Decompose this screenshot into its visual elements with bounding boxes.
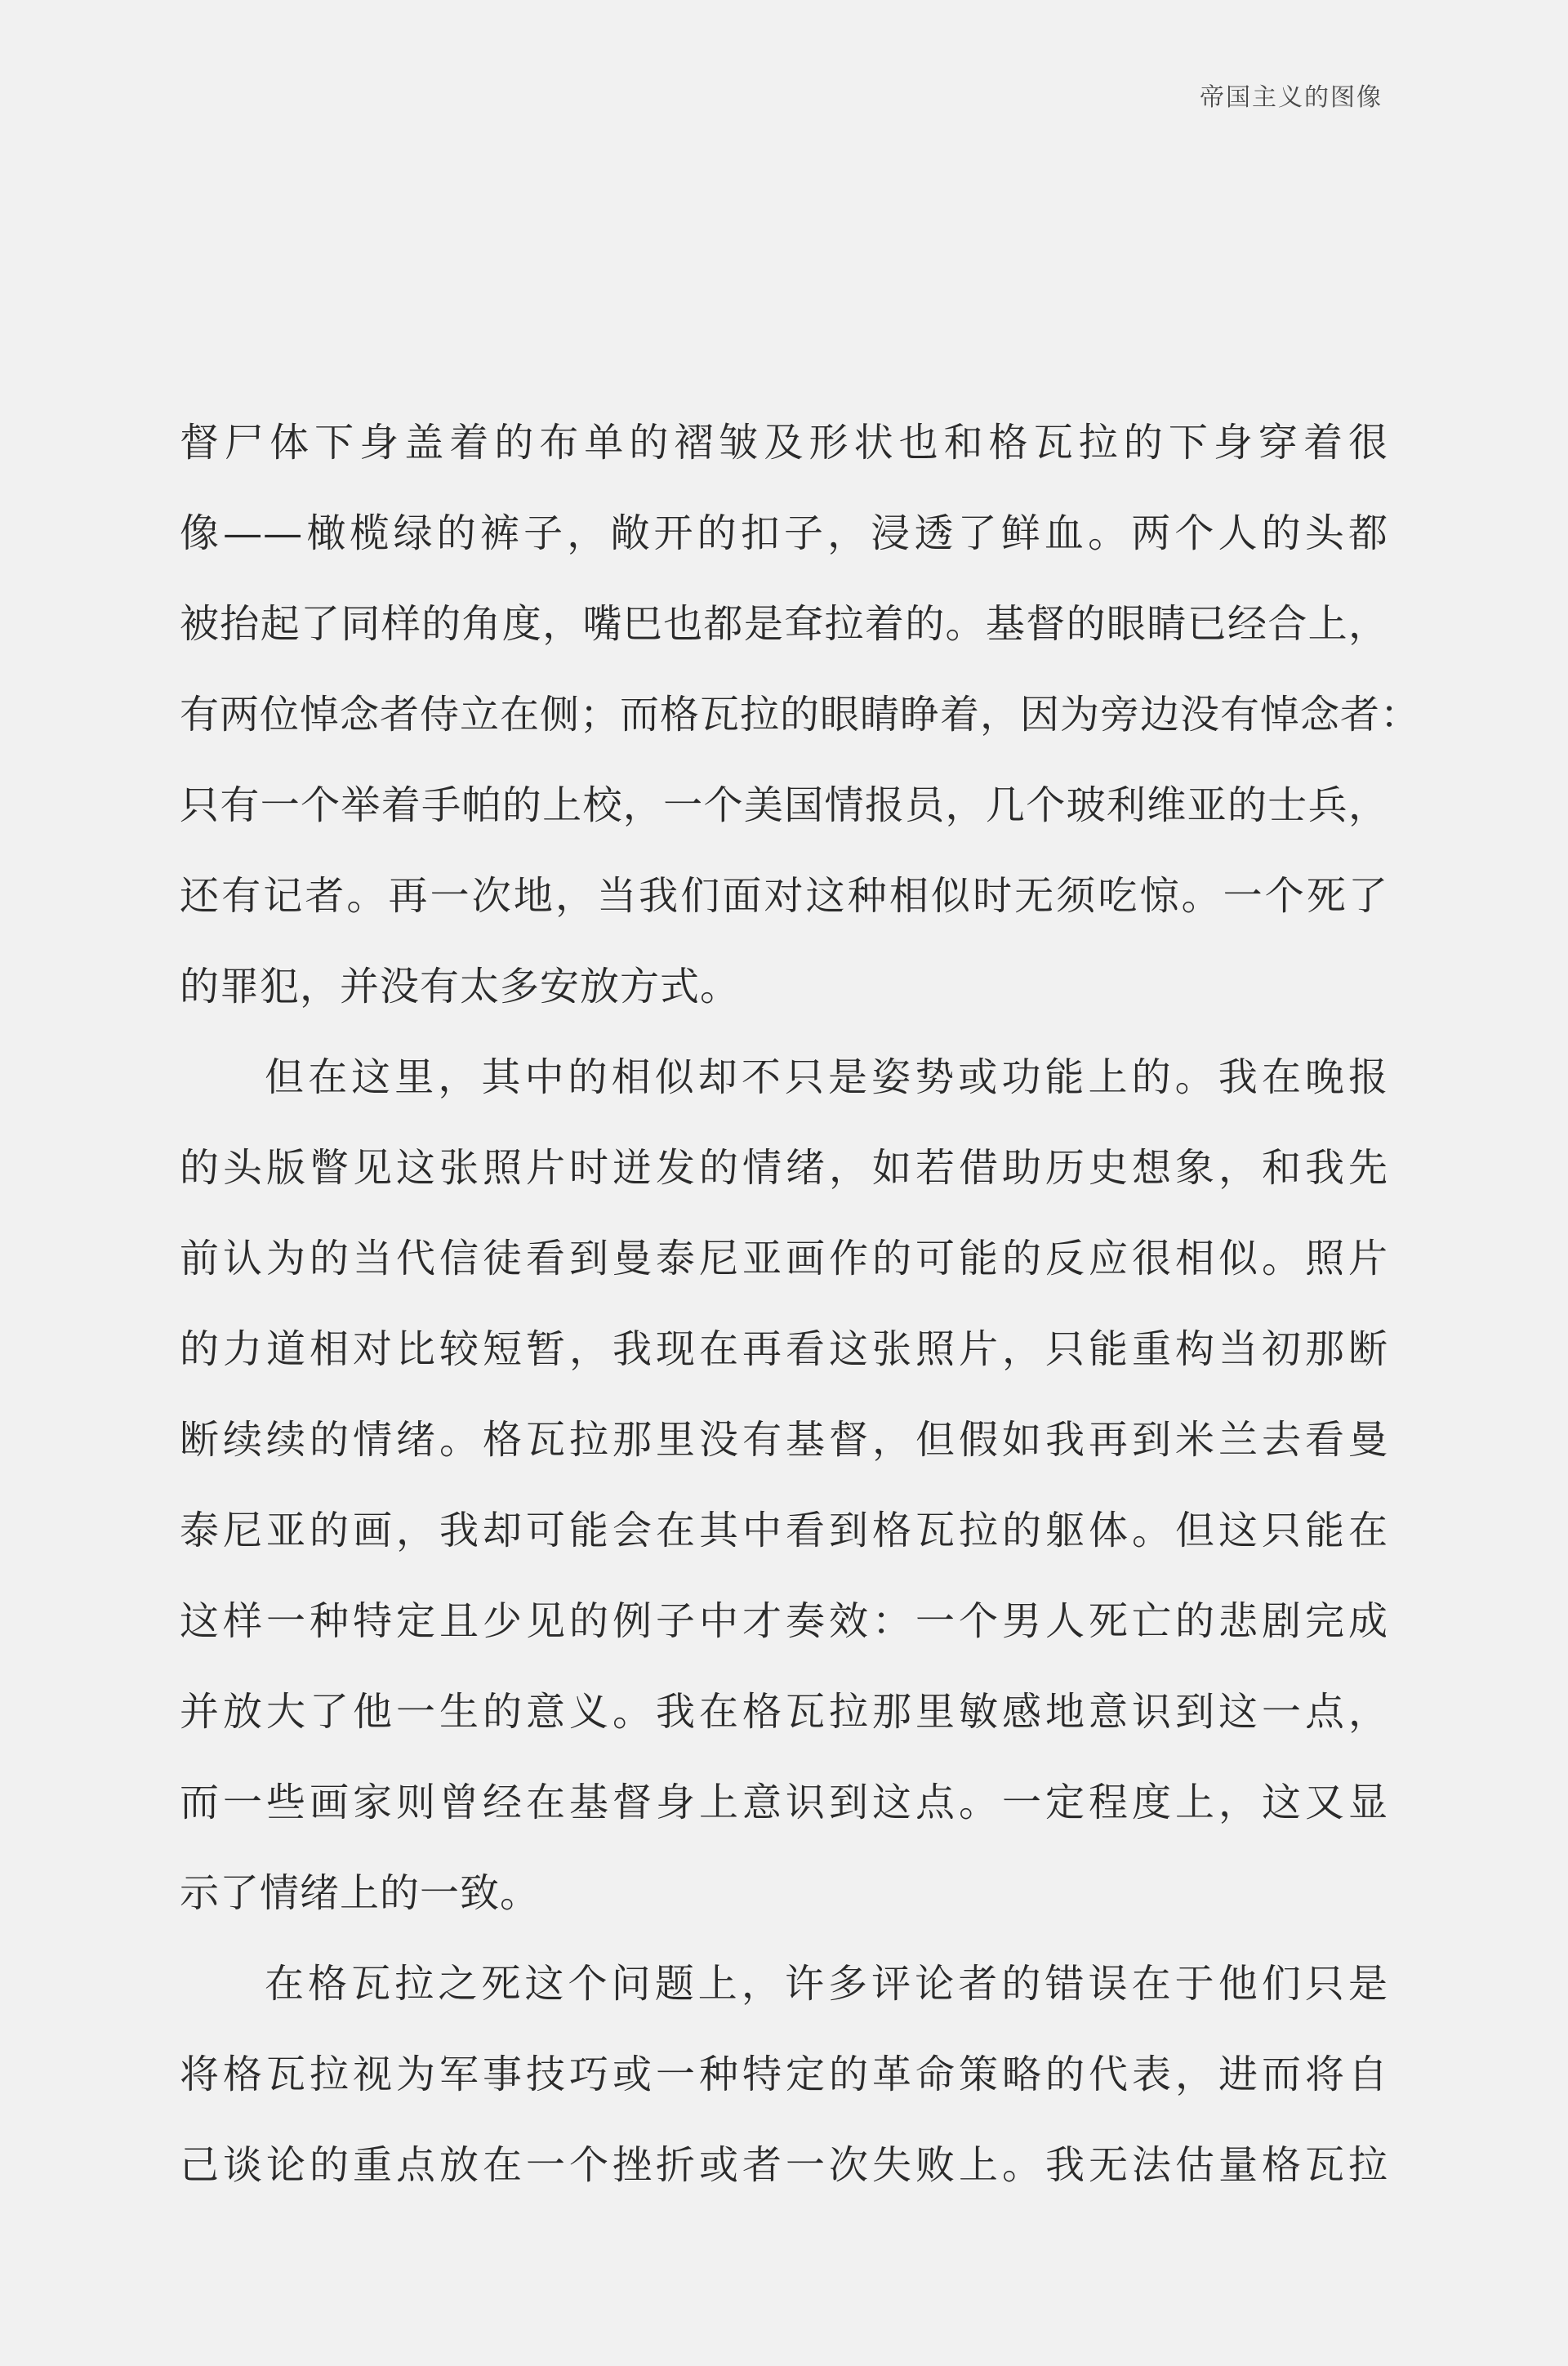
text-line: 只有一个举着手帕的上校，一个美国情报员，几个玻利维亚的士兵， — [180, 782, 1388, 828]
text-line: 这样一种特定且少见的例子中才奏效：一个男人死亡的悲剧完成 — [180, 1598, 1388, 1644]
text-line: 在格瓦拉之死这个问题上，许多评论者的错误在于他们只是 — [265, 1961, 1388, 2007]
text-line: 并放大了他一生的意义。我在格瓦拉那里敏感地意识到这一点， — [180, 1689, 1388, 1735]
text-line: 有两位悼念者侍立在侧；而格瓦拉的眼睛睁着，因为旁边没有悼念者： — [180, 692, 1421, 737]
text-line: 而一些画家则曾经在基督身上意识到这点。一定程度上，这又显 — [180, 1780, 1388, 1825]
text-line: 泰尼亚的画，我却可能会在其中看到格瓦拉的躯体。但这只能在 — [180, 1508, 1388, 1553]
text-line: 督尸体下身盖着的布单的褶皱及形状也和格瓦拉的下身穿着很 — [180, 420, 1388, 466]
text-line: 断续续的情绪。格瓦拉那里没有基督，但假如我再到米兰去看曼 — [180, 1417, 1388, 1463]
text-line: 像——橄榄绿的裤子，敞开的扣子，浸透了鲜血。两个人的头都 — [180, 510, 1388, 556]
text-line: 的力道相对比较短暂，我现在再看这张照片，只能重构当初那断 — [180, 1326, 1388, 1372]
text-line: 将格瓦拉视为军事技巧或一种特定的革命策略的代表，进而将自 — [180, 2052, 1388, 2097]
text-line: 示了情绪上的一致。 — [180, 1870, 541, 1916]
text-line: 被抬起了同样的角度，嘴巴也都是耷拉着的。基督的眼睛已经合上， — [180, 601, 1388, 647]
body-text — [180, 402, 1421, 2215]
text-line: 己谈论的重点放在一个挫折或者一次失败上。我无法估量格瓦拉 — [180, 2142, 1388, 2188]
running-header: 帝国主义的图像 — [1200, 83, 1383, 112]
text-line: 的罪犯，并没有太多安放方式。 — [180, 964, 741, 1009]
text-line: 还有记者。再一次地，当我们面对这种相似时无须吃惊。一个死了 — [180, 873, 1388, 919]
text-line: 的头版瞥见这张照片时迸发的情绪，如若借助历史想象，和我先 — [180, 1145, 1388, 1191]
text-line: 但在这里，其中的相似却不只是姿势或功能上的。我在晚报 — [265, 1054, 1388, 1100]
text-line: 前认为的当代信徒看到曼泰尼亚画作的可能的反应很相似。照片 — [180, 1236, 1388, 1281]
